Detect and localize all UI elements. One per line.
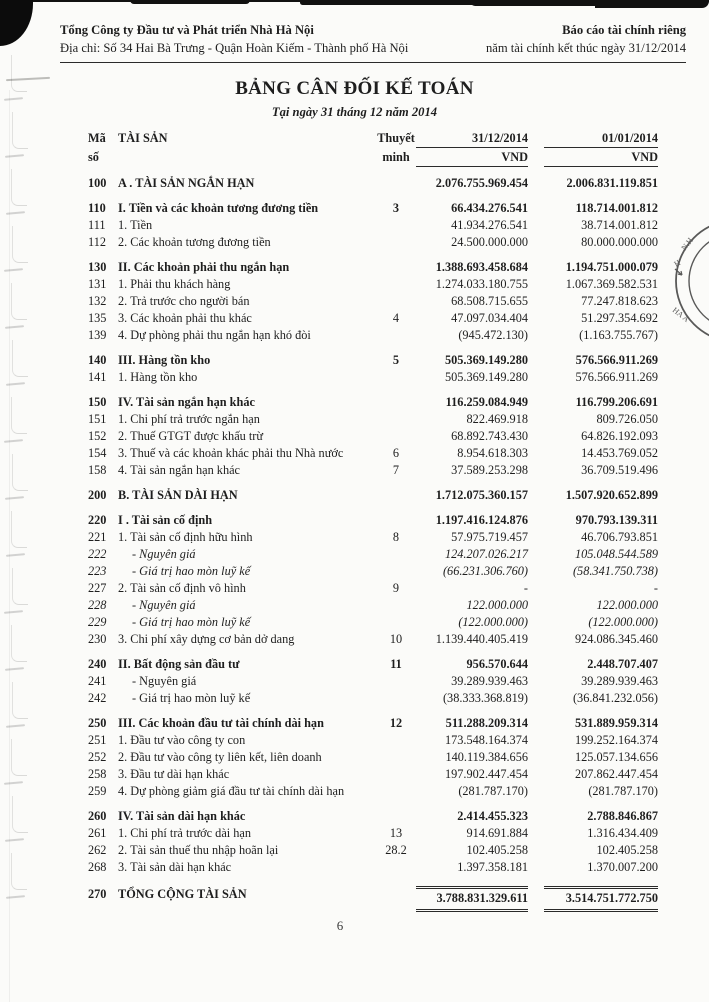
page-number: 6: [336, 918, 344, 933]
row-code: 258: [88, 767, 107, 781]
row-value-current: 122.000.000: [466, 598, 528, 612]
row-note: [376, 428, 416, 445]
row-value-current: 2.076.755.969.454: [435, 176, 528, 190]
row-note: 8: [392, 530, 400, 544]
row-label: IV. Tài sản dài hạn khác: [118, 809, 246, 823]
row-code: 241: [88, 674, 107, 688]
table-row: [60, 842, 658, 859]
row-code: 260: [88, 809, 107, 823]
row-code: 152: [88, 429, 107, 443]
column-gap: [528, 369, 544, 386]
row-value-prior: (281.787.170): [588, 784, 658, 798]
row-note: 3: [392, 201, 400, 215]
row-label: 1. Tiền: [118, 218, 153, 232]
row-value-prior: 576.566.911.269: [575, 353, 658, 367]
row-code: 150: [88, 395, 107, 409]
row-label: 3. Đầu tư dài hạn khác: [118, 767, 230, 781]
row-value-prior: 1.316.434.409: [587, 826, 658, 840]
row-value-current: 914.691.884: [466, 826, 528, 840]
column-gap: [528, 276, 544, 293]
table-row: [60, 690, 658, 707]
row-note: [376, 234, 416, 251]
table-row: [60, 732, 658, 749]
row-value-current: 116.259.084.949: [445, 395, 528, 409]
row-label: 2. Tài sản thuế thu nhập hoãn lại: [118, 843, 279, 857]
row-value-current: 1.397.358.181: [457, 860, 528, 874]
header-code-line2: số: [88, 150, 99, 164]
column-gap: [528, 411, 544, 428]
row-note: [376, 749, 416, 766]
row-value-prior: 105.048.544.589: [574, 547, 658, 561]
table-row: [60, 276, 658, 293]
row-value-current: 1.712.075.360.157: [435, 488, 528, 502]
column-gap: [528, 859, 544, 876]
row-note: 9: [392, 581, 400, 595]
row-value-current: 124.207.026.217: [444, 547, 528, 561]
row-value-current: 66.434.276.541: [451, 201, 528, 215]
row-code: 141: [88, 370, 107, 384]
row-label: 1. Phải thu khách hàng: [118, 277, 231, 291]
row-code: 112: [88, 235, 106, 249]
table-row: [60, 859, 658, 876]
row-value-current: 822.469.918: [466, 412, 528, 426]
row-code: 230: [88, 632, 107, 646]
row-code: 158: [88, 463, 107, 477]
column-gap: [528, 293, 544, 310]
row-value-current: 68.892.743.430: [451, 429, 528, 443]
table-row: [60, 310, 658, 327]
row-note: [376, 886, 416, 912]
row-code: 223: [88, 564, 107, 578]
header-prior-unit: VND: [544, 149, 658, 167]
row-note: [376, 487, 416, 504]
company-address: Địa chỉ: Số 34 Hai Bà Trưng - Quận Hoàn Kiếm - Thành phố Hà Nội: [60, 41, 409, 55]
column-gap: [528, 546, 544, 563]
table-row: [60, 259, 658, 276]
row-value-current: 1.388.693.458.684: [435, 260, 528, 274]
row-value-current: (38.333.368.819): [442, 691, 528, 705]
row-label: 2. Trả trước cho người bán: [118, 294, 250, 308]
column-gap: [528, 783, 544, 800]
row-value-current: (281.787.170): [458, 784, 528, 798]
row-value-current: 41.934.276.541: [451, 218, 528, 232]
header-code-line1: Mã: [88, 131, 106, 145]
table-row: [60, 715, 658, 732]
row-label: I. Tiền và các khoản tương đương tiền: [118, 201, 319, 215]
row-label: TỔNG CỘNG TÀI SẢN: [118, 887, 247, 901]
header-current-date: 31/12/2014: [416, 130, 528, 148]
row-note: [376, 369, 416, 386]
table-row: [60, 327, 658, 344]
row-label: A . TÀI SẢN NGẮN HẠN: [118, 176, 255, 190]
table-row: [60, 766, 658, 783]
table-row: [60, 394, 658, 411]
row-code: 242: [88, 691, 107, 705]
row-value-prior: 3.514.751.772.750: [544, 886, 658, 912]
letterhead: [60, 21, 686, 63]
row-label: - Giá trị hao mòn luỹ kế: [132, 564, 251, 578]
table-row: [60, 462, 658, 479]
row-note: [376, 512, 416, 529]
table-row: [60, 352, 658, 369]
row-code: 135: [88, 311, 107, 325]
row-value-current: 47.097.034.404: [451, 311, 528, 325]
row-code: 270: [88, 887, 107, 901]
row-value-prior: 116.799.206.691: [575, 395, 658, 409]
row-value-prior: 970.793.139.311: [575, 513, 658, 527]
row-code: 222: [88, 547, 107, 561]
svg-text:N.H: N.H: [679, 236, 695, 253]
table-row: [60, 445, 658, 462]
row-value-current: 956.570.644: [466, 657, 528, 671]
table-row: [60, 234, 658, 251]
row-value-current: 1.139.440.405.419: [435, 632, 528, 646]
row-note: 6: [392, 446, 400, 460]
row-label: 1. Hàng tồn kho: [118, 370, 198, 384]
table-row: [60, 369, 658, 386]
row-label: B. TÀI SẢN DÀI HẠN: [118, 488, 238, 502]
column-gap: [528, 327, 544, 344]
row-code: 100: [88, 176, 107, 190]
row-value-prior: 531.889.959.314: [574, 716, 658, 730]
header-prior-date: 01/01/2014: [544, 130, 658, 148]
row-label: - Giá trị hao mòn luỹ kế: [132, 615, 251, 629]
row-label: - Giá trị hao mòn luỹ kế: [132, 691, 251, 705]
row-value-prior: -: [653, 581, 658, 595]
row-note: [376, 783, 416, 800]
row-note: [376, 327, 416, 344]
column-gap: [528, 580, 544, 597]
table-row: [60, 563, 658, 580]
column-gap: [528, 825, 544, 842]
row-value-current: 197.902.447.454: [444, 767, 528, 781]
column-gap: [528, 310, 544, 327]
row-value-prior: 576.566.911.269: [575, 370, 658, 384]
row-value-prior: 118.714.001.812: [575, 201, 658, 215]
row-value-prior: 199.252.164.374: [574, 733, 658, 747]
row-value-prior: (36.841.232.056): [572, 691, 658, 705]
balance-sheet-table: [60, 130, 658, 912]
row-label: 2. Tài sản cố định vô hình: [118, 581, 246, 595]
row-label: 3. Các khoản phải thu khác: [118, 311, 252, 325]
row-label: 3. Chi phí xây dựng cơ bản dở dang: [118, 632, 295, 646]
row-value-prior: 51.297.354.692: [581, 311, 658, 325]
column-gap: [528, 394, 544, 411]
column-gap: [528, 462, 544, 479]
column-gap: [528, 200, 544, 217]
row-value-prior: 1.067.369.582.531: [565, 277, 658, 291]
row-note: [376, 276, 416, 293]
row-note: [376, 597, 416, 614]
column-gap: [528, 529, 544, 546]
table-row: [60, 749, 658, 766]
column-gap: [528, 563, 544, 580]
table-row: [60, 886, 658, 912]
row-label: - Nguyên giá: [132, 598, 196, 612]
header-note-line2: minh: [382, 150, 410, 164]
table-row: [60, 580, 658, 597]
column-gap: [528, 631, 544, 648]
row-label: 1. Tài sản cố định hữu hình: [118, 530, 253, 544]
column-gap: [528, 259, 544, 276]
row-label: III. Các khoản đầu tư tài chính dài hạn: [118, 716, 324, 730]
row-value-current: 1.197.416.124.876: [435, 513, 528, 527]
column-gap: [528, 512, 544, 529]
document-title: BẢNG CÂN ĐỐI KẾ TOÁN: [235, 78, 474, 99]
row-code: 139: [88, 328, 107, 342]
table-row: [60, 411, 658, 428]
row-label: - Nguyên giá: [132, 547, 196, 561]
column-gap: [528, 428, 544, 445]
row-code: 111: [88, 218, 106, 232]
row-note: [376, 259, 416, 276]
row-code: 200: [88, 488, 107, 502]
table-row: [60, 825, 658, 842]
row-value-current: 57.975.719.457: [451, 530, 528, 544]
column-gap: [528, 766, 544, 783]
column-gap: [528, 656, 544, 673]
table-row: [60, 808, 658, 825]
row-value-prior: (122.000.000): [588, 615, 658, 629]
table-row: [60, 656, 658, 673]
row-value-prior: (58.341.750.738): [572, 564, 658, 578]
company-name: Tổng Công ty Đầu tư và Phát triển Nhà Hà Nội: [60, 23, 314, 37]
row-value-current: 39.289.939.463: [451, 674, 528, 688]
table-header: [60, 130, 658, 167]
column-gap: [528, 842, 544, 859]
column-gap: [528, 175, 544, 192]
row-value-prior: 38.714.001.812: [581, 218, 658, 232]
svg-text:H: H: [672, 258, 683, 269]
table-row: [60, 529, 658, 546]
table-row: [60, 673, 658, 690]
row-value-prior: 2.448.707.407: [587, 657, 658, 671]
row-value-current: 505.369.149.280: [444, 370, 528, 384]
row-label: 3. Tài sản dài hạn khác: [118, 860, 232, 874]
table-row: [60, 217, 658, 234]
column-gap: [528, 352, 544, 369]
row-note: [376, 808, 416, 825]
table-row: [60, 597, 658, 614]
column-gap: [528, 886, 544, 912]
column-gap: [528, 487, 544, 504]
row-value-current: -: [523, 581, 528, 595]
row-note: 10: [389, 632, 403, 646]
row-code: 240: [88, 657, 107, 671]
row-value-current: 505.369.149.280: [444, 353, 528, 367]
row-code: 151: [88, 412, 107, 426]
row-note: 12: [389, 716, 403, 730]
row-note: 11: [390, 657, 402, 671]
row-note: [376, 673, 416, 690]
row-value-prior: 46.706.793.851: [581, 530, 658, 544]
row-label: 4. Dự phòng giảm giá đầu tư tài chính dài hạn: [118, 784, 345, 798]
row-value-prior: 125.057.134.656: [574, 750, 658, 764]
row-value-prior: 207.862.447.454: [574, 767, 658, 781]
row-value-prior: 77.247.818.623: [581, 294, 658, 308]
row-code: 227: [88, 581, 107, 595]
row-note: [376, 411, 416, 428]
row-note: [376, 175, 416, 192]
row-note: 4: [392, 311, 400, 325]
row-label: 4. Dự phòng phải thu ngắn hạn khó đòi: [118, 328, 311, 342]
row-value-prior: 36.709.519.496: [581, 463, 658, 477]
row-label: 2. Đầu tư vào công ty liên kết, liên doanh: [118, 750, 322, 764]
row-note: [376, 859, 416, 876]
column-gap: [528, 234, 544, 251]
row-note: [376, 614, 416, 631]
row-label: II. Các khoản phải thu ngắn hạn: [118, 260, 290, 274]
row-value-prior: 1.370.007.200: [587, 860, 658, 874]
table-row: [60, 546, 658, 563]
row-code: 221: [88, 530, 107, 544]
row-label: 3. Thuế và các khoản khác phải thu Nhà nước: [118, 446, 344, 460]
row-code: 268: [88, 860, 107, 874]
header-note-line1: Thuyết: [377, 131, 415, 145]
row-code: 140: [88, 353, 107, 367]
row-label: 4. Tài sản ngắn hạn khác: [118, 463, 241, 477]
row-value-prior: 80.000.000.000: [581, 235, 658, 249]
row-code: 252: [88, 750, 107, 764]
row-code: 250: [88, 716, 107, 730]
header-assets: TÀI SẢN: [118, 131, 168, 145]
row-value-current: 511.288.209.314: [445, 716, 528, 730]
row-code: 262: [88, 843, 107, 857]
table-row: [60, 512, 658, 529]
report-type: Báo cáo tài chính riêng: [562, 23, 686, 37]
row-note: [376, 293, 416, 310]
column-gap: [528, 808, 544, 825]
table-row: [60, 487, 658, 504]
column-gap: [528, 445, 544, 462]
row-value-prior: 64.826.192.093: [581, 429, 658, 443]
row-value-current: 68.508.715.655: [451, 294, 528, 308]
row-value-current: 140.119.384.656: [445, 750, 528, 764]
row-note: [376, 690, 416, 707]
row-label: II. Bất động sản đầu tư: [118, 657, 240, 671]
row-note: [376, 732, 416, 749]
row-note: [376, 766, 416, 783]
row-value-prior: 2.006.831.119.851: [566, 176, 658, 190]
document-subtitle: Tại ngày 31 tháng 12 năm 2014: [271, 105, 438, 119]
report-period: năm tài chính kết thúc ngày 31/12/2014: [485, 41, 686, 55]
row-code: 110: [88, 201, 106, 215]
column-gap: [528, 690, 544, 707]
svg-text:HA A: HA A: [670, 305, 691, 324]
row-value-prior: 2.788.846.867: [587, 809, 658, 823]
row-code: 251: [88, 733, 107, 747]
table-row: [60, 631, 658, 648]
row-code: 259: [88, 784, 107, 798]
row-label: 1. Chi phí trả trước ngắn hạn: [118, 412, 260, 426]
table-row: [60, 428, 658, 445]
row-note: [376, 217, 416, 234]
row-value-prior: 924.086.345.460: [574, 632, 658, 646]
row-value-current: 24.500.000.000: [451, 235, 528, 249]
row-code: 131: [88, 277, 107, 291]
row-code: 130: [88, 260, 107, 274]
table-row: [60, 293, 658, 310]
row-note: 7: [392, 463, 400, 477]
row-code: 220: [88, 513, 107, 527]
row-value-current: 37.589.253.298: [451, 463, 528, 477]
row-code: 229: [88, 615, 107, 629]
row-value-prior: 39.289.939.463: [581, 674, 658, 688]
row-label: 2. Các khoản tương đương tiền: [118, 235, 271, 249]
row-value-prior: (1.163.755.767): [579, 328, 658, 342]
row-code: 132: [88, 294, 107, 308]
row-value-current: 2.414.455.323: [457, 809, 528, 823]
row-label: 2. Thuế GTGT được khấu trừ: [118, 429, 264, 443]
row-note: 5: [392, 353, 400, 367]
table-row: [60, 614, 658, 631]
row-label: 1. Chi phí trả trước dài hạn: [118, 826, 252, 840]
row-note: 28.2: [385, 843, 407, 857]
row-note: [376, 394, 416, 411]
row-value-current: 1.274.033.180.755: [435, 277, 528, 291]
row-value-current: 8.954.618.303: [457, 446, 528, 460]
row-label: IV. Tài sản ngắn hạn khác: [118, 395, 255, 409]
row-value-current: 173.548.164.374: [444, 733, 528, 747]
table-row: [60, 175, 658, 192]
column-gap: [528, 715, 544, 732]
table-row: [60, 783, 658, 800]
column-gap: [528, 732, 544, 749]
column-gap: [528, 597, 544, 614]
row-label: I . Tài sản cố định: [118, 513, 213, 527]
row-value-prior: 122.000.000: [596, 598, 658, 612]
column-gap: [528, 217, 544, 234]
row-label: 1. Đầu tư vào công ty con: [118, 733, 246, 747]
row-label: - Nguyên giá: [132, 674, 197, 688]
header-current-unit: VND: [416, 149, 528, 167]
row-value-prior: 1.194.751.000.079: [565, 260, 658, 274]
column-gap: [528, 749, 544, 766]
row-note: [376, 546, 416, 563]
table-row: [60, 200, 658, 217]
row-value-prior: 809.726.050: [596, 412, 658, 426]
row-value-prior: 14.453.769.052: [581, 446, 658, 460]
row-value-current: (66.231.306.760): [442, 564, 528, 578]
row-code: 228: [88, 598, 107, 612]
column-gap: [528, 614, 544, 631]
row-value-prior: 102.405.258: [596, 843, 658, 857]
row-value-current: (122.000.000): [458, 615, 528, 629]
row-code: 154: [88, 446, 107, 460]
column-gap: [528, 673, 544, 690]
balance-sheet-rows: [60, 175, 658, 912]
row-code: 261: [88, 826, 107, 840]
row-value-current: 3.788.831.329.611: [416, 886, 528, 912]
row-note: [376, 563, 416, 580]
row-value-current: 102.405.258: [466, 843, 528, 857]
row-value-current: (945.472.130): [458, 328, 528, 342]
row-label: III. Hàng tồn kho: [118, 353, 211, 367]
row-value-prior: 1.507.920.652.899: [565, 488, 658, 502]
row-note: 13: [389, 826, 403, 840]
